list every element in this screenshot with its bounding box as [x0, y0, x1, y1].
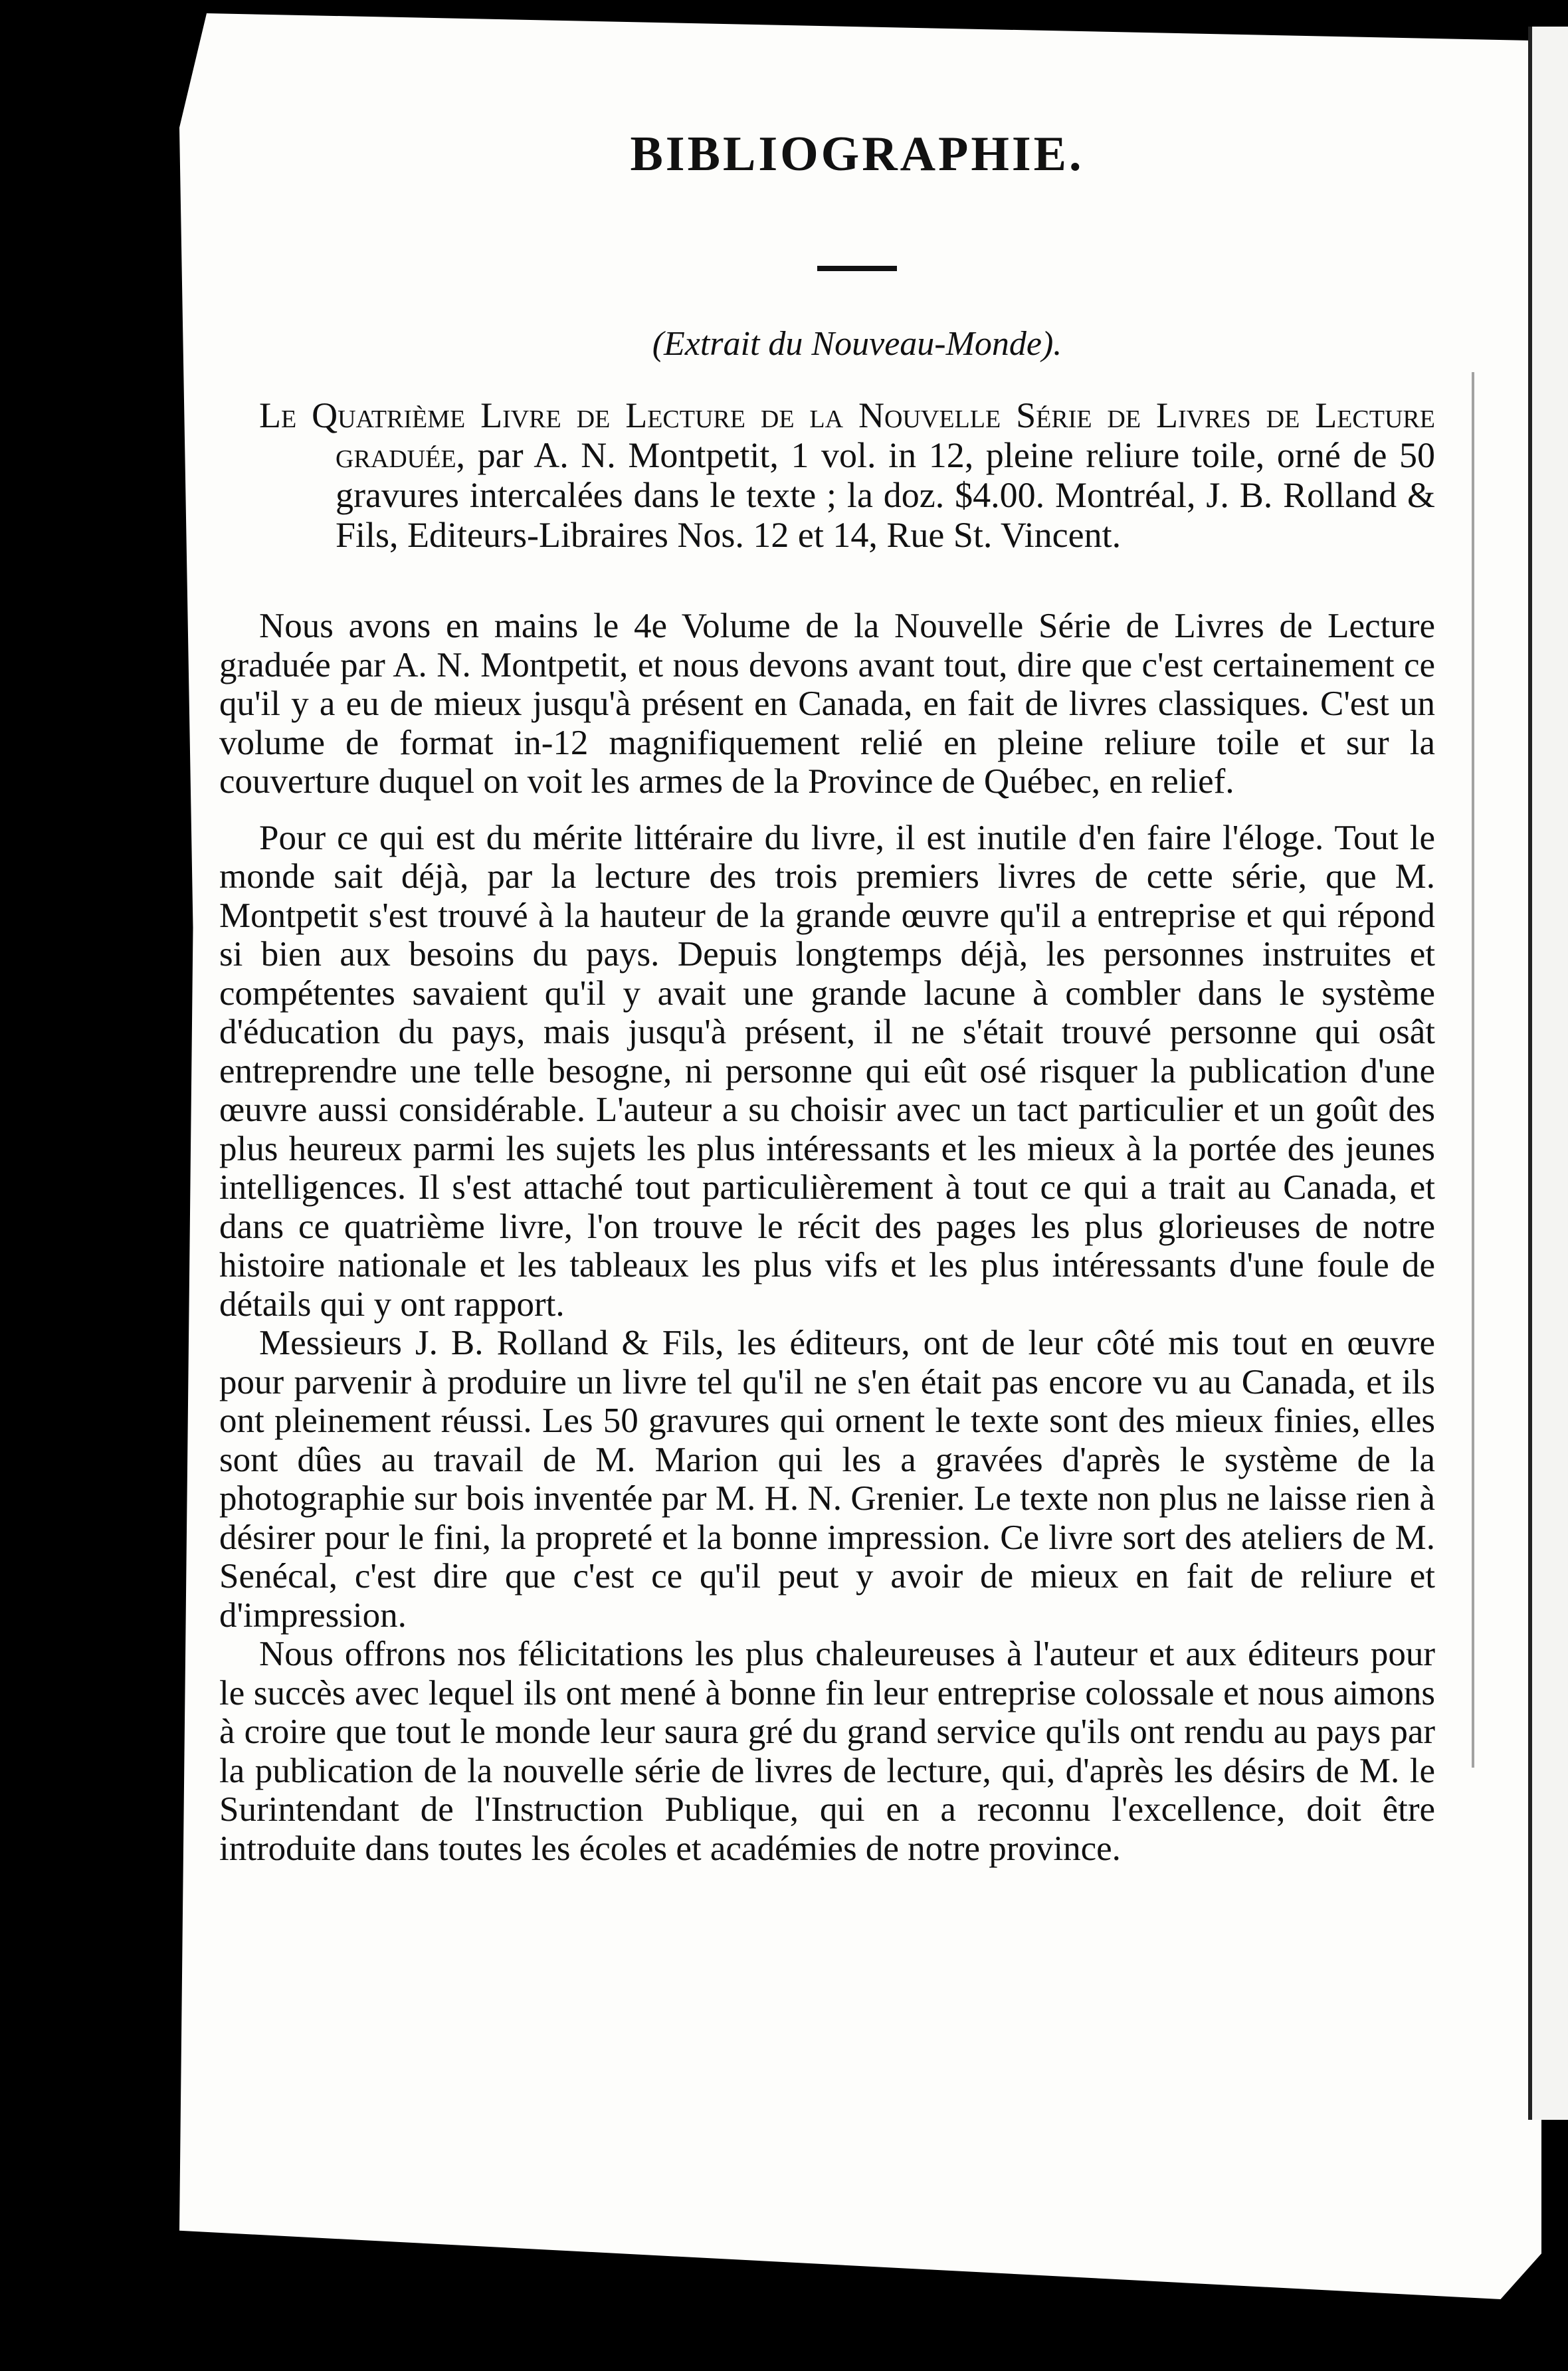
title-rule: [817, 266, 897, 271]
book-citation: [259, 395, 1435, 555]
folded-page-edge: [1528, 27, 1568, 2120]
paragraph-2: Pour ce qui est du mérite littéraire du livre, il est inutile d'en faire l'éloge. Tout le monde sait déjà, par la lecture des trois premiers livres de cette série, que M. Montpetit s'est trouvé à la hauteur de la grande œuvre qu'il a entreprise et qui répond si bien aux besoins du pays. Depuis longtemps déjà, les personnes instruites et compétentes savaient qu'il y avait une grande lacune à combler dans le système d'éducation du pays, mais jusqu'à présent, il ne s'était trouvé personne qui osât entreprendre une telle besogne, ni personne qui eût osé risquer la publication d'une œuvre aussi considérable. L'auteur a su choisir avec un tact particulier et un goût des plus heureux parmi les sujets les plus intéressants et les mieux à la portée des jeunes intelligences. Il s'est attaché tout particulièrement à tout ce qui a trait au Canada, et dans ce quatrième livre, l'on trouve le récit des pages les plus glorieuses de notre histoire nationale et les tableaux les plus vifs et les plus intéressants d'une foule de détails qui y ont rapport.: [219, 818, 1435, 1324]
paragraph-1: Nous avons en mains le 4e Volume de la Nouvelle Série de Livres de Lecture graduée par A. N. Montpetit, et nous devons avant tout, dire que c'est certainement ce qu'il y a eu de mieux jusqu'à présent en Canada, en fait de livres classiques. C'est un volume de format in-12 magnifiquement relié en pleine reliure toile et sur la couverture duquel on voit les armes de la Province de Québec, en relief.: [219, 607, 1435, 801]
page-crease: [1472, 372, 1474, 1768]
paragraph-4: Nous offrons nos félicitations les plus chaleureuses à l'auteur et aux éditeurs pour le succès avec lequel ils ont mené à bonne fin leur entreprise colossale et nous aimons à croire que tout le monde leur saura gré du grand service qu'ils ont rendu au pays par la publication de la nouvelle série de livres de lecture, qui, d'après les désirs de M. le Surintendant de l'Instruction Publique, qui en a reconnu l'excellence, doit être introduite dans toutes les écoles et académies de notre province.: [219, 1635, 1435, 1868]
citation-book-title: Le Quatrième Livre de Lecture de la Nouvelle Série de Livres de Lecture graduée,: [259, 395, 1435, 475]
page-title: BIBLIOGRAPHIE.: [630, 127, 1084, 181]
source-line: (Extrait du Nouveau-Monde).: [652, 325, 1062, 363]
citation-details: par A. N. Montpetit, 1 vol. in 12, pleine reliure toile, orné de 50 gravures intercalées dans le texte ; la doz. $4.00. Montréal, J. B. Rolland & Fils, Editeurs-Libraires Nos. 12 et 14, Rue St. Vincent.: [336, 435, 1435, 555]
article: [219, 126, 1435, 1868]
citation-text: [259, 395, 1435, 555]
paragraph-3: Messieurs J. B. Rolland & Fils, les éditeurs, ont de leur côté mis tout en œuvre pour parvenir à produire un livre tel qu'il ne s'en était pas encore vu au Canada, et ils ont pleinement réussi. Les 50 gravures qui ornent le texte sont des mieux finies, elles sont dûes au travail de M. Marion qui les a gravées d'après le système de la photographie sur bois inventée par M. H. N. Grenier. Le texte non plus ne laisse rien à désirer pour le fini, la propreté et la bonne impression. Ce livre sort des ateliers de M. Senécal, c'est dire que c'est ce qu'il peut y avoir de mieux en fait de reliure et d'impression.: [219, 1324, 1435, 1635]
